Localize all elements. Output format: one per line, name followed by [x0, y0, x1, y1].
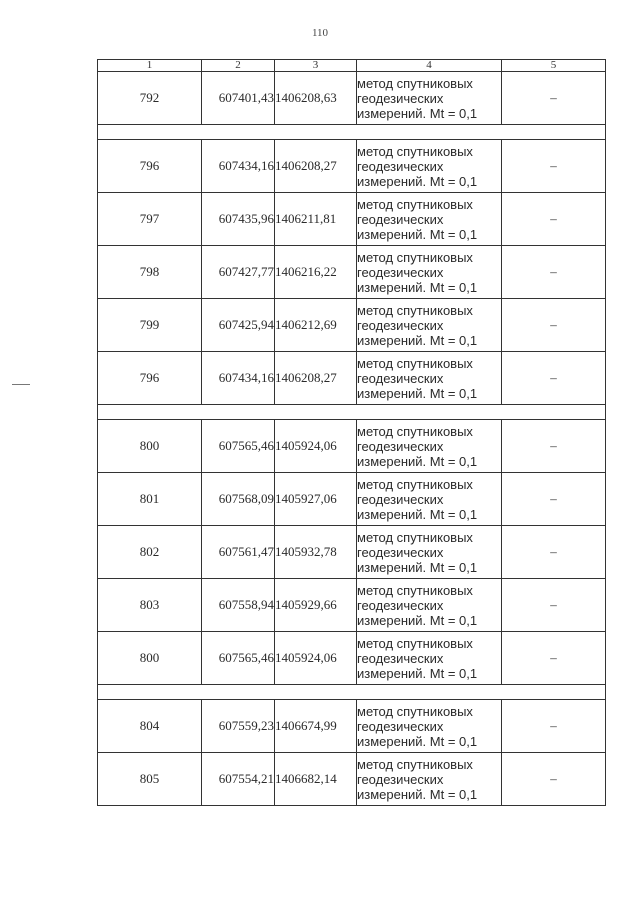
x-coordinate-cell: 607435,96 [202, 193, 275, 246]
note-cell: – [502, 246, 606, 299]
method-line: измерений. Mt = 0,1 [357, 332, 478, 348]
x-coordinate-cell: 607425,94 [202, 299, 275, 352]
y-coordinate-cell: 1406212,69 [275, 299, 357, 352]
note-cell: – [502, 72, 606, 125]
y-coordinate-cell: 1406208,63 [275, 72, 357, 125]
separator-cell [98, 685, 606, 700]
table-row [98, 473, 606, 526]
column-header-2: 2 [202, 60, 275, 72]
method-line: измерений. Mt = 0,1 [357, 559, 478, 575]
y-coordinate-cell: 1406208,27 [275, 352, 357, 405]
method-cell [357, 526, 502, 579]
method-line: геодезических [357, 264, 444, 280]
column-header-3: 3 [275, 60, 357, 72]
y-coordinate-cell: 1405924,06 [275, 420, 357, 473]
header-row [98, 60, 606, 72]
y-coordinate-cell: 1405929,66 [275, 579, 357, 632]
method-line: геодезических [357, 317, 444, 333]
point-number-cell: 800 [98, 632, 202, 685]
method-line: измерений. Mt = 0,1 [357, 612, 478, 628]
method-line: метод спутниковых [357, 355, 473, 371]
x-coordinate-cell: 607568,09 [202, 473, 275, 526]
x-coordinate-cell: 607434,16 [202, 352, 275, 405]
method-cell [357, 72, 502, 125]
note-cell: – [502, 299, 606, 352]
point-number-cell: 805 [98, 753, 202, 806]
method-line: геодезических [357, 597, 444, 613]
method-line: измерений. Mt = 0,1 [357, 453, 478, 469]
y-coordinate-cell: 1406674,99 [275, 700, 357, 753]
method-line: геодезических [357, 491, 444, 507]
method-line: измерений. Mt = 0,1 [357, 733, 478, 749]
x-coordinate-cell: 607434,16 [202, 140, 275, 193]
method-cell [357, 246, 502, 299]
method-line: метод спутниковых [357, 143, 473, 159]
method-line: геодезических [357, 158, 444, 174]
point-number-cell: 802 [98, 526, 202, 579]
y-coordinate-cell: 1406211,81 [275, 193, 357, 246]
note-cell: – [502, 140, 606, 193]
margin-mark [12, 384, 30, 385]
separator-cell [98, 405, 606, 420]
method-line: геодезических [357, 211, 444, 227]
point-number-cell: 804 [98, 700, 202, 753]
y-coordinate-cell: 1406208,27 [275, 140, 357, 193]
point-number-cell: 800 [98, 420, 202, 473]
method-line: измерений. Mt = 0,1 [357, 786, 478, 802]
method-line: измерений. Mt = 0,1 [357, 173, 478, 189]
method-line: измерений. Mt = 0,1 [357, 279, 478, 295]
coordinates-table [97, 59, 606, 806]
method-line: метод спутниковых [357, 302, 473, 318]
method-line: метод спутниковых [357, 476, 473, 492]
point-number-cell: 801 [98, 473, 202, 526]
table-row [98, 246, 606, 299]
note-cell: – [502, 632, 606, 685]
method-line: измерений. Mt = 0,1 [357, 226, 478, 242]
table-row [98, 632, 606, 685]
x-coordinate-cell: 607559,23 [202, 700, 275, 753]
method-line: метод спутниковых [357, 582, 473, 598]
x-coordinate-cell: 607554,21 [202, 753, 275, 806]
table-row [98, 352, 606, 405]
column-header-1: 1 [98, 60, 202, 72]
method-line: метод спутниковых [357, 196, 473, 212]
table-row [98, 299, 606, 352]
method-line: метод спутниковых [357, 703, 473, 719]
table-row [98, 700, 606, 753]
method-line: метод спутниковых [357, 423, 473, 439]
y-coordinate-cell: 1405927,06 [275, 473, 357, 526]
table-row [98, 140, 606, 193]
method-line: геодезических [357, 90, 444, 106]
group-separator [98, 125, 606, 140]
x-coordinate-cell: 607565,46 [202, 420, 275, 473]
table-row [98, 526, 606, 579]
table-row [98, 753, 606, 806]
x-coordinate-cell: 607561,47 [202, 526, 275, 579]
method-cell [357, 632, 502, 685]
method-line: метод спутниковых [357, 756, 473, 772]
y-coordinate-cell: 1405924,06 [275, 632, 357, 685]
point-number-cell: 792 [98, 72, 202, 125]
y-coordinate-cell: 1406216,22 [275, 246, 357, 299]
method-line: геодезических [357, 771, 444, 787]
note-cell: – [502, 700, 606, 753]
group-separator [98, 405, 606, 420]
table-body [98, 60, 606, 806]
method-line: геодезических [357, 650, 444, 666]
x-coordinate-cell: 607565,46 [202, 632, 275, 685]
note-cell: – [502, 352, 606, 405]
point-number-cell: 798 [98, 246, 202, 299]
method-line: измерений. Mt = 0,1 [357, 385, 478, 401]
table-row [98, 579, 606, 632]
method-cell [357, 420, 502, 473]
note-cell: – [502, 473, 606, 526]
point-number-cell: 796 [98, 352, 202, 405]
table-row [98, 193, 606, 246]
note-cell: – [502, 753, 606, 806]
method-line: геодезических [357, 438, 444, 454]
method-line: метод спутниковых [357, 75, 473, 91]
method-line: метод спутниковых [357, 635, 473, 651]
note-cell: – [502, 193, 606, 246]
method-cell [357, 579, 502, 632]
method-line: измерений. Mt = 0,1 [357, 665, 478, 681]
point-number-cell: 799 [98, 299, 202, 352]
method-cell [357, 473, 502, 526]
method-line: измерений. Mt = 0,1 [357, 105, 478, 121]
x-coordinate-cell: 607558,94 [202, 579, 275, 632]
y-coordinate-cell: 1406682,14 [275, 753, 357, 806]
method-line: геодезических [357, 718, 444, 734]
page-number: 110 [311, 27, 329, 39]
method-cell [357, 140, 502, 193]
table-row [98, 420, 606, 473]
point-number-cell: 796 [98, 140, 202, 193]
point-number-cell: 803 [98, 579, 202, 632]
x-coordinate-cell: 607401,43 [202, 72, 275, 125]
method-cell [357, 299, 502, 352]
group-separator [98, 685, 606, 700]
note-cell: – [502, 579, 606, 632]
method-cell [357, 193, 502, 246]
method-line: измерений. Mt = 0,1 [357, 506, 478, 522]
method-line: геодезических [357, 370, 444, 386]
point-number-cell: 797 [98, 193, 202, 246]
column-header-5: 5 [502, 60, 606, 72]
column-header-4: 4 [357, 60, 502, 72]
method-line: метод спутниковых [357, 529, 473, 545]
table-row [98, 72, 606, 125]
method-line: метод спутниковых [357, 249, 473, 265]
method-cell [357, 352, 502, 405]
note-cell: – [502, 420, 606, 473]
separator-cell [98, 125, 606, 140]
x-coordinate-cell: 607427,77 [202, 246, 275, 299]
method-cell [357, 700, 502, 753]
method-line: геодезических [357, 544, 444, 560]
method-cell [357, 753, 502, 806]
y-coordinate-cell: 1405932,78 [275, 526, 357, 579]
note-cell: – [502, 526, 606, 579]
